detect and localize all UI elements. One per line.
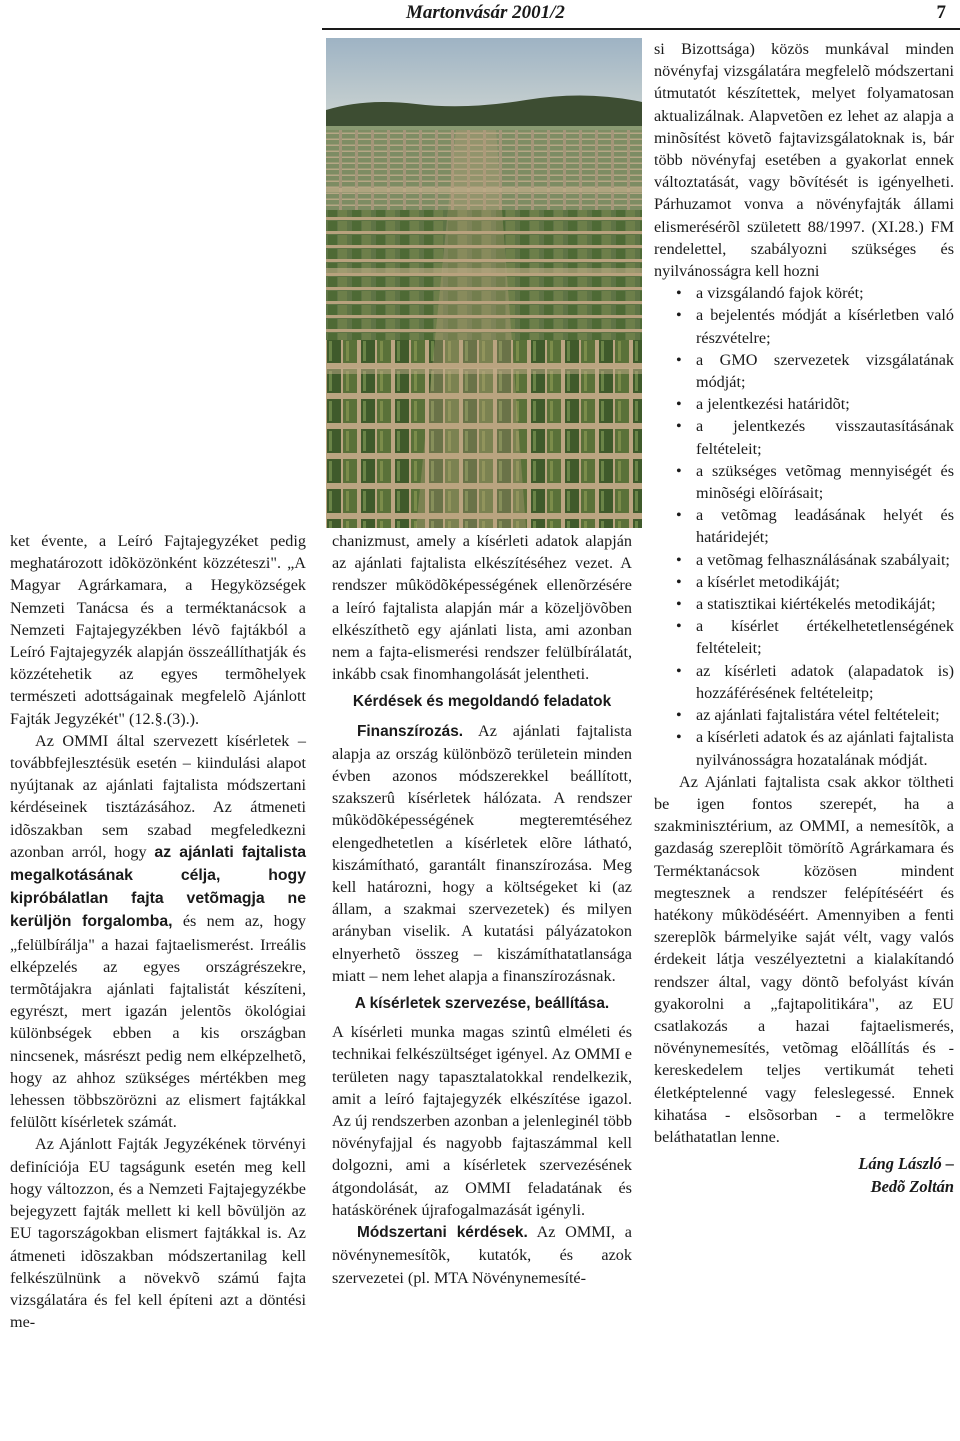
list-item: • az ajánlati fajtalistára vétel feltételeit; [654,704,954,726]
paragraph [332,1221,632,1289]
paragraph [10,730,306,1134]
paragraph: Az Ajánlati fajtalista csak akkor töltheti be igen fontos szerepét, ha a szakminisztérium, az OMMI, a nemesítõk, a gazdaság szereplõit tömörítõ Agrárkamara és Terméktanácsok közösen mindent megtesznek a rendszer felépítéséért és hatékony mûködéséért. Amennyiben a fenti szereplõk bármelyike saját vélt, vagy valós érdekeit látja veszélyeztetni a kialakítandó rendszer által, vagy döntõ befolyást kíván gyakorolni a „fajtapolitikára", az EU csatlakozás a hazai fajtaelismerés, növénynemesítés, vetõmag elõállítás és -kereskedelem teljes vertikumát teheti életképtelenné vagy feleslegessé. Ennek kihatása - elsõsorban - a termelõkre beláthatatlan lenne. [654,772,954,1146]
paragraph: chanizmust, amely a kísérleti adatok alapján az ajánlati fajtalista elkészítéséhez vezet. A rendszer mûködõképességének ellenõrzésére a leíró fajtalista alapján már a közeljövõben elkészíthetõ egy ajánlati lista, ami azonban nem a fajta-elismerési rendszer felülbírálatát, inkább csak finomhangolását jelentheti. [332,532,632,684]
page-number: 7 [936,2,946,23]
run-in-heading: Finanszírozás. [357,722,464,740]
list-item: • a kísérlet értékelhetetlenségének feltételeit; [654,615,954,659]
text-run: Az OMMI által szervezett kísérletek – továbbfejlesztésük esetén – kiindulási alapot nyújtanak az ajánlati fajtalista módszertani kérdéseinek tisztázásához. Az átmeneti idõszakban sem szabad megfeledkezni azonban arról, hogy [10,731,306,861]
field-trial-photo [326,38,642,528]
author-name: Láng László – [858,1154,954,1174]
column-middle [332,530,632,1289]
text-run: Az ajánlati fajtalista alapja az ország különbözõ területein minden évben azonos módszerekkel beállított, szakszerû kísérletek hálózata. A rendszer mûködõképességének megteremtéséhez elengedhetetlen a kísérletek elõre látható, kiszámítható, garantált finanszírozása. Meg kell határozni, hogy a költségeket ki (az állam, a szakmai szervezetek) és milyen arányban viselik. A kutatási pályázatokon elnyerhetõ összeg – kiszámíthatatlansága miatt – nem lehet alapja a finanszírozásnak. [332,721,632,985]
list-item: • a vizsgálandó fajok körét; [654,282,954,304]
section-heading: Kérdések és megoldandó feladatok [352,693,612,711]
list-item: • az kísérleti adatok (alapadatok is) hozzáférésének feltételeitp; [654,660,954,704]
requirements-list [654,282,954,770]
list-item: • a szükséges vetõmag mennyiségét és minõségi elõírásait; [654,460,954,504]
column-right [654,38,954,1198]
paragraph: si Bizottsága) közös munkával minden növényfaj vizsgálatára megfelelõ módszertani útmutatót készítettek, melyet folyamatosan aktualizálnak. Alapvetõen ez lehet az alapja a minõsítést követõ fajtavizsgálatoknak is, bár több növényfaj esetében a gyakorlat ennek változtatását, vagy bõvítését is igényelheti. Párhuzamot vonva a növényfajták állami elismerésérõl született 88/1997. (XI.28.) FM rendelettel, szabályozni szükséges és nyilvánosságra kell hozni [654,40,954,281]
paragraph: Az Ajánlott Fajták Jegyzékének törvényi definíciója EU tagságunk esetén meg kell hogy változzon, és a Nemzeti Fajtajegyzékbe bejegyzett fajták mellett ki kell bõvüljön az EU tagországokban elismert fajtákkal is. Az átmeneti idõszakban módszertanilag kell felkészülnünk a növekvõ számú fajta vizsgálatára és fel kell építeni azt a döntési me- [10,1135,306,1332]
publication-title: Martonvásár 2001/2 [406,2,565,23]
list-item: • a vetõmag felhasználásának szabályait; [654,549,954,571]
text-run: és nem az, hogy „felülbírálja" a hazai fajtaelismerést. Irreális elképzelés az egyes országrészekre, termõtájakra ajánlati fajtalistát készíteni, egyrészt, mert igazán jelentõs ökológiai különbségek ebben a kis országban nincsenek, másrészt pedig nem elképzelhetõ, hogy az ahhoz szükséges mértékben meg lehessen többszörözni az elismert fajtákkal felülõtt kísérletek számát. [10,912,307,1132]
list-item: • a bejelentés módját a kísérletben való részvételre; [654,304,954,348]
header-rule [322,28,960,30]
list-item: • a jelentkezés visszautasításának feltételeit; [654,415,954,459]
emphasis-text: az ajánlati fajtalista megalkotásának célja, hogy kipróbálatlan fajta vetõmagja ne kerüljön forgalomba, [10,843,306,931]
list-item: • a kísérleti adatok és az ajánlati fajtalista nyilvánosságra hozatalának módját. [654,726,954,770]
author-name: Bedõ Zoltán [870,1177,954,1197]
list-item: • a GMO szervezetek vizsgálatának módját; [654,349,954,393]
paragraph [332,720,632,987]
list-item: • a vetõmag leadásának helyét és határidejét; [654,504,954,548]
column-left [10,530,306,1333]
section-heading: A kísérletek szervezése, beállítása. [354,995,610,1013]
author-signature [654,1152,954,1198]
run-in-heading: Módszertani kérdések. [357,1224,528,1242]
paragraph: ket évente, a Leíró Fajtajegyzéket pedig meghatározott idõközönként közzéteszi". „A Magyar Agrárkamara, a Hegyközségek Nemzeti Tanácsa és a terméktanácsok a Nemzeti Fajtajegyzékben lévõ fajtákból a Leíró Fajtajegyzék alapján összeállíthatják és közzétehetik az egyes termõhelyek természeti adottságainak megfelelõ Ajánlott Fajták Jegyzékét" (12.§.(3).). [10,532,306,728]
list-item: • a statisztikai kiértékelés metodikáját; [654,593,954,615]
field-plots-image [326,38,642,528]
text-run: Az OMMI, a növénynemesítõk, kutatók, és azok szervezetei (pl. MTA Növénynemesíté- [332,1223,632,1287]
page-header [0,0,960,30]
list-item: • a jelentkezési határidõt; [654,393,954,415]
paragraph: A kísérleti munka magas szintû elméleti és technikai felkészültséget igényel. Az OMMI e területen nagy tapasztalatokkal rendelkezik, amit a leíró fajtajegyzék elkészítése igazol. Az új rendszerben azonban a jelenleginél több növényfajjal és nagyobb fajtaszámmal kell dolgozni, ami a kísérletek szervezésének átgondolását, az OMMI feladatának és hatáskörének újrafogalmazását igényli. [332,1023,632,1219]
list-item: • a kísérlet metodikáját; [654,571,954,593]
